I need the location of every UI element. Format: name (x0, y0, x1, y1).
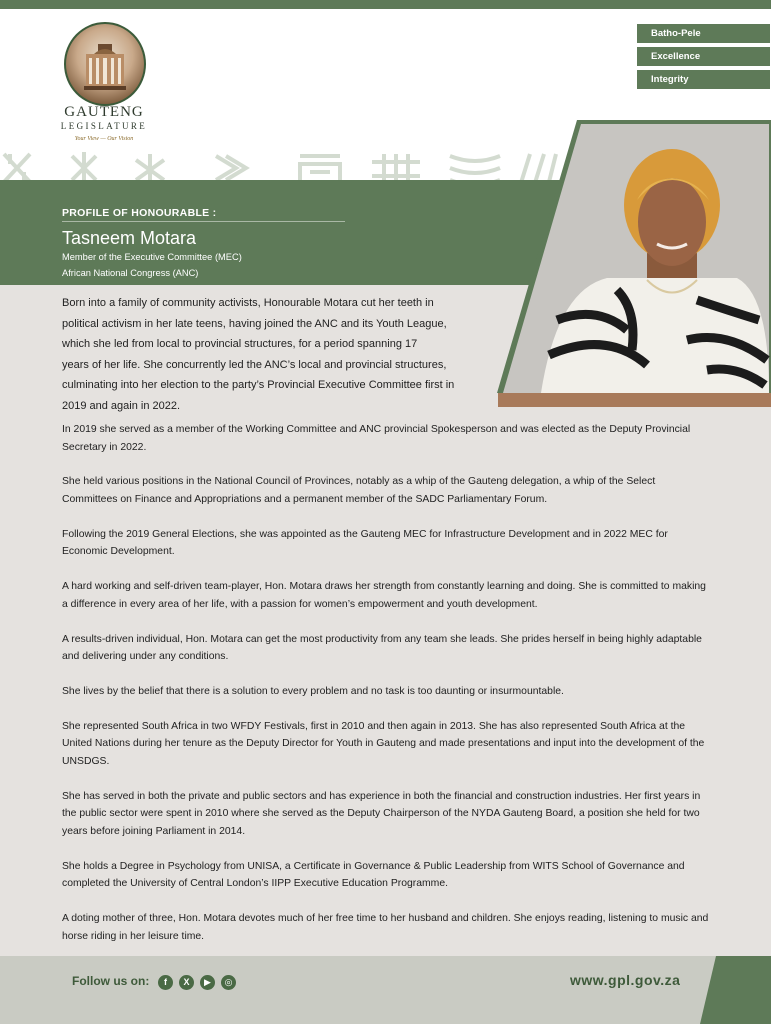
facebook-icon[interactable]: f (158, 975, 173, 990)
biography-body (62, 421, 710, 962)
intro-line: 2019 and again in 2022. (62, 399, 181, 412)
intro-line: culminating into her election to the party’s Provincial Executive Committee first in (62, 379, 455, 392)
profile-label: PROFILE OF HONOURABLE : (62, 207, 217, 219)
intro-line: Born into a family of community activists, Honourable Motara cut her teeth in (62, 297, 434, 309)
footer (0, 956, 771, 1024)
x-icon[interactable]: X (179, 975, 194, 990)
biography-paragraph: She held various positions in the National Council of Provinces, notably as a whip of the Gauteng delegation, a whip of the Select Committees on Finance and Appropriations and a permanent member of the SADC Parliamentary Forum. (62, 476, 656, 505)
biography-paragraph: A results-driven individual, Hon. Motara can get the most productivity from any team she leads. She prides herself in being highly adaptable and delivering under any conditions. (62, 633, 702, 663)
social-links (158, 972, 242, 990)
building-icon (80, 42, 130, 92)
honourable-name: Tasneem Motara (62, 228, 197, 248)
value-tag-batho-pele: Batho-Pele (637, 24, 770, 43)
role-title: Member of the Executive Committee (MEC) (62, 252, 242, 262)
value-tag-integrity: Integrity (637, 70, 770, 89)
biography-paragraph: She lives by the belief that there is a solution to every problem and no task is too daunting or insurmountable. (62, 685, 564, 697)
brand-motto: Your View — Our Vision (74, 136, 134, 142)
brand-subtitle: LEGISLATURE (60, 121, 148, 131)
values-list (637, 24, 770, 93)
youtube-icon[interactable]: ▶ (200, 975, 215, 990)
biography-paragraph: In 2019 she served as a member of the Working Committee and ANC provincial Spokesperson and was elected as the Deputy Provincial Secretary in 2022. (62, 424, 691, 453)
biography-paragraph: A hard working and self-driven team-player, Hon. Motara draws her strength from constantly learning and doing. She is committed to making a difference in every area of her life, with a passion for women’s empowerment and youth development. (62, 581, 706, 610)
biography-paragraph: Following the 2019 General Elections, she was appointed as the Gauteng MEC for Infrastructure Development and in 2022 MEC for Economic Development. (62, 528, 668, 558)
instagram-icon[interactable]: ◎ (221, 975, 236, 990)
biography-paragraph: A doting mother of three, Hon. Motara devotes much of her free time to her husband and children. She enjoys reading, listening to music and horse riding in her leisure time. (62, 912, 709, 942)
footer-accent-shape (700, 956, 771, 1024)
top-bar (0, 0, 771, 9)
portrait-photo (497, 120, 771, 393)
value-tag-excellence: Excellence (637, 47, 770, 66)
photo-accent-bar (498, 393, 771, 407)
brand-name: GAUTENG (64, 104, 144, 120)
legislature-building-crest (64, 22, 146, 106)
intro-line: which she led from local to provincial structures, for a period spanning 17 (62, 338, 418, 351)
intro-line: political activism in her late teens, having joined the ANC and its Youth League, (62, 317, 447, 330)
intro-line: years of her life. She concurrently led the ANC’s local and provincial structures, (62, 358, 447, 371)
biography-paragraph: She has served in both the private and public sectors and has experience in both the financial and construction industries. Her first years in the public sector were spent in 2010 where she served as the Deputy Chairperson of the NYDA Gauteng Board, a position she held for two years before joining Parliament in 2014. (62, 790, 701, 837)
follow-us-label: Follow us on: (72, 974, 150, 988)
party-affiliation: African National Congress (ANC) (62, 268, 199, 278)
biography-paragraph: She represented South Africa in two WFDY Festivals, first in 2010 and then again in 2013. She has also represented South Africa at the United Nations during her tenure as the Deputy Director for Youth in Gauteng and made presentations and input into the development of the UNSDGS. (62, 720, 705, 767)
gauteng-legislature-logo (52, 22, 156, 148)
intro-text (62, 293, 492, 417)
biography-paragraph: She holds a Degree in Psychology from UNISA, a Certificate in Governance & Public Leadership from WITS School of Governance and completed the University of Central London’s IIPP Executive Education Programme. (62, 860, 685, 890)
profile-divider (62, 221, 345, 222)
website-link[interactable]: www.gpl.gov.za (570, 972, 681, 988)
